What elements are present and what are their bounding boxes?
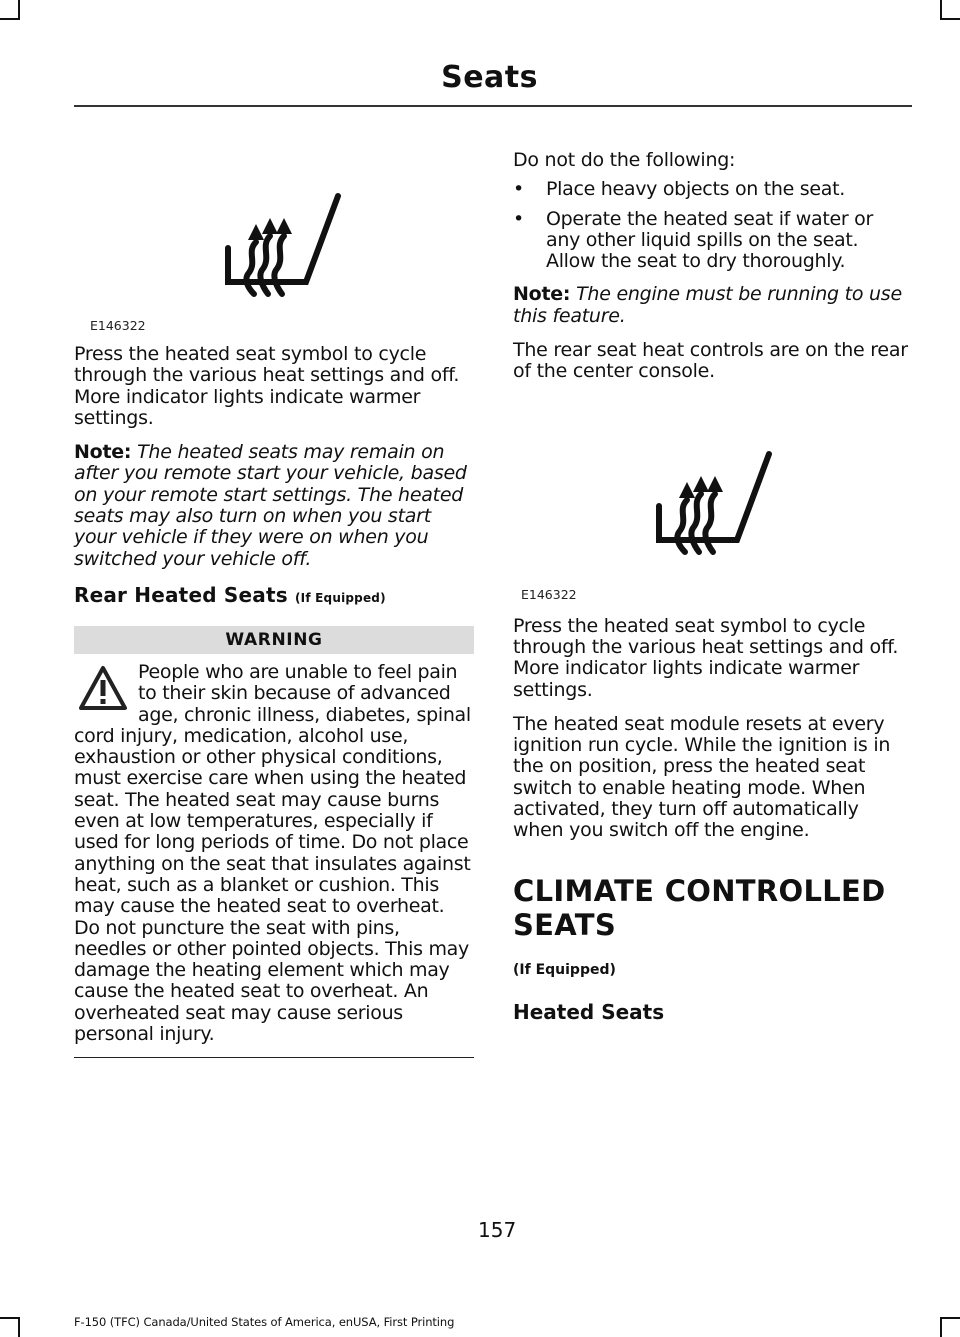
- note-label: Note:: [74, 441, 132, 464]
- section-title-climate-controlled-seats: CLIMATE CONTROLLED SEATS: [513, 873, 886, 942]
- subsection-title-heated-seats: Heated Seats: [513, 999, 665, 1024]
- heated-seat-figure: [513, 396, 913, 616]
- page-title: Seats: [441, 60, 538, 95]
- heated-seat-instructions: Press the heated seat symbol to cycle through the various heat settings and off. More indicator lights indicate warmer settings.: [513, 614, 899, 701]
- warning-triangle-icon: [78, 664, 128, 712]
- heated-seat-icon: [218, 184, 358, 304]
- crop-mark: [940, 1317, 942, 1337]
- crop-mark: [940, 1317, 960, 1319]
- note-text: The heated seats may remain on after you remote start your vehicle, based on your remote start settings. The heated seats may also turn on when you start your vehicle if they were on when you switched your vehicle off.: [74, 441, 467, 570]
- edition-footer: F-150 (TFC) Canada/United States of America, enUSA, First Printing: [74, 1315, 455, 1329]
- crop-mark: [940, 0, 942, 20]
- heated-seat-figure: [74, 178, 474, 344]
- note-text: The engine must be running to use this feature.: [513, 283, 902, 327]
- do-not-list: [513, 179, 911, 272]
- do-not-intro: Do not do the following:: [513, 149, 736, 171]
- heated-seat-icon: [649, 442, 789, 562]
- crop-mark: [18, 1317, 20, 1337]
- warning-heading: WARNING: [74, 626, 474, 654]
- heated-seat-module-info: The heated seat module resets at every ignition run cycle. While the ignition is in the on position, press the heated seat switch to enable heating mode. When activated, they turn off automatically when you switch off the engine.: [513, 712, 891, 842]
- right-column: [513, 150, 911, 1024]
- warning-box: [74, 626, 474, 1058]
- section-qualifier: (If Equipped): [513, 961, 616, 978]
- list-item: • Operate the heated seat if water or any other liquid spills on the seat. Allow the seat to dry thoroughly.: [513, 209, 911, 273]
- section-heading-rear-heated-seats: [74, 583, 474, 607]
- warning-body: [74, 654, 474, 1045]
- note-paragraph: [513, 284, 911, 327]
- left-column: [74, 178, 474, 1058]
- rear-controls-location: The rear seat heat controls are on the rear of the center console.: [513, 339, 908, 383]
- warning-bottom-rule: [74, 1057, 474, 1058]
- heated-seat-instructions: Press the heated seat symbol to cycle through the various heat settings and off. More indicator lights indicate warmer settings.: [74, 343, 460, 429]
- figure-code: E146322: [521, 586, 577, 602]
- warning-text: People who are unable to feel pain to their skin because of advanced age, chronic illness, diabetes, spinal cord injury, medication, alcohol use, exhaustion or other physical conditions, must exercise care when using the heated seat. The heated seat may cause burns even at low temperatures, especially if used for long periods of time. Do not place anything on the seat that insulates against heat, such as a blanket or cushion. This may cause the heated seat to overheat. Do not puncture the seat with pins, needles or other pointed objects. This may damage the heating element which may cause the heated seat to overheat. An overheated seat may cause serious personal injury.: [74, 660, 471, 1046]
- list-item: • Place heavy objects on the seat.: [513, 179, 911, 200]
- section-heading-title: Rear Heated Seats: [74, 582, 288, 607]
- page-number: 157: [478, 1218, 517, 1242]
- crop-mark: [0, 18, 20, 20]
- crop-mark: [0, 1317, 20, 1319]
- figure-code: E146322: [90, 318, 146, 333]
- header-divider: [74, 105, 912, 107]
- note-paragraph: [74, 442, 474, 570]
- crop-mark: [18, 0, 20, 20]
- section-heading-qualifier: (If Equipped): [295, 590, 386, 605]
- crop-mark: [940, 18, 960, 20]
- note-label: Note:: [513, 283, 571, 306]
